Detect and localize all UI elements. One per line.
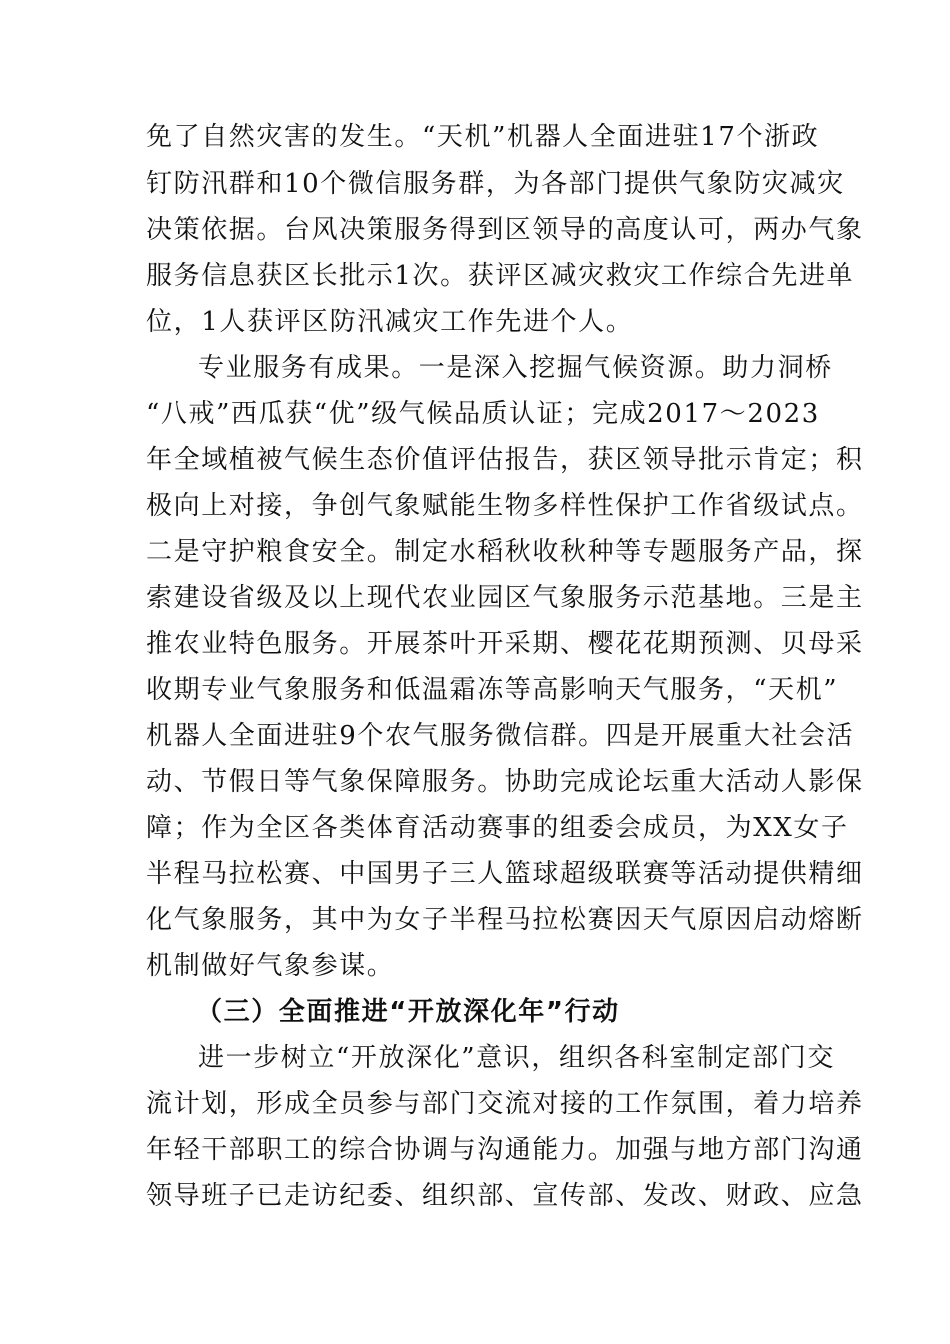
text-line: 流计划，形成全员参与部门交流对接的工作氛围，着力培养 [146,1089,864,1119]
text-line: 领导班子已走访纪委、组织部、宣传部、发改、财政、应急 [146,1181,864,1211]
text-line: 专业服务有成果。一是深入挖掘气候资源。助力洞桥 [198,353,833,383]
text-line: 钉防汛群和10个微信服务群，为各部门提供气象防灾减灾 [146,169,845,199]
text-line: 免了自然灾害的发生。“天机”机器人全面进驻17个浙政 [146,122,820,152]
section-heading: （三）全面推进“开放深化年”行动 [196,997,620,1027]
text-line: 索建设省级及以上现代农业园区气象服务示范基地。三是主 [146,583,864,613]
text-line: 年全域植被气候生态价值评估报告，获区领导批示肯定；积 [146,445,864,475]
text-line: 动、节假日等气象保障服务。协助完成论坛重大活动人影保 [146,767,864,797]
text-line: 服务信息获区长批示1次。获评区减灾救灾工作综合先进单 [146,261,855,291]
text-line: 决策依据。台风决策服务得到区领导的高度认可，两办气象 [146,215,864,245]
text-line: 位，1人获评区防汛减灾工作先进个人。 [146,307,634,337]
text-line: 机器人全面进驻9个农气服务微信群。四是开展重大社会活 [146,721,855,751]
text-line: 极向上对接，争创气象赋能生物多样性保护工作省级试点。 [146,491,864,521]
text-line: 收期专业气象服务和低温霜冻等高影响天气服务，“天机” [146,675,839,705]
text-line: 机制做好气象参谋。 [146,951,395,981]
text-line: 进一步树立“开放深化”意识，组织各科室制定部门交 [198,1043,835,1073]
text-line: 二是守护粮食安全。制定水稻秋收秋种等专题服务产品，探 [146,537,864,567]
text-line: “八戒”西瓜获“优”级气候品质认证；完成2017～2023 [146,399,820,429]
text-line: 化气象服务，其中为女子半程马拉松赛因天气原因启动熔断 [146,905,864,935]
text-line: 障；作为全区各类体育活动赛事的组委会成员，为XX女子 [146,813,849,843]
text-line: 年轻干部职工的综合协调与沟通能力。加强与地方部门沟通 [146,1135,864,1165]
text-line: 半程马拉松赛、中国男子三人篮球超级联赛等活动提供精细 [146,859,864,889]
text-line: 推农业特色服务。开展茶叶开采期、樱花花期预测、贝母采 [146,629,864,659]
